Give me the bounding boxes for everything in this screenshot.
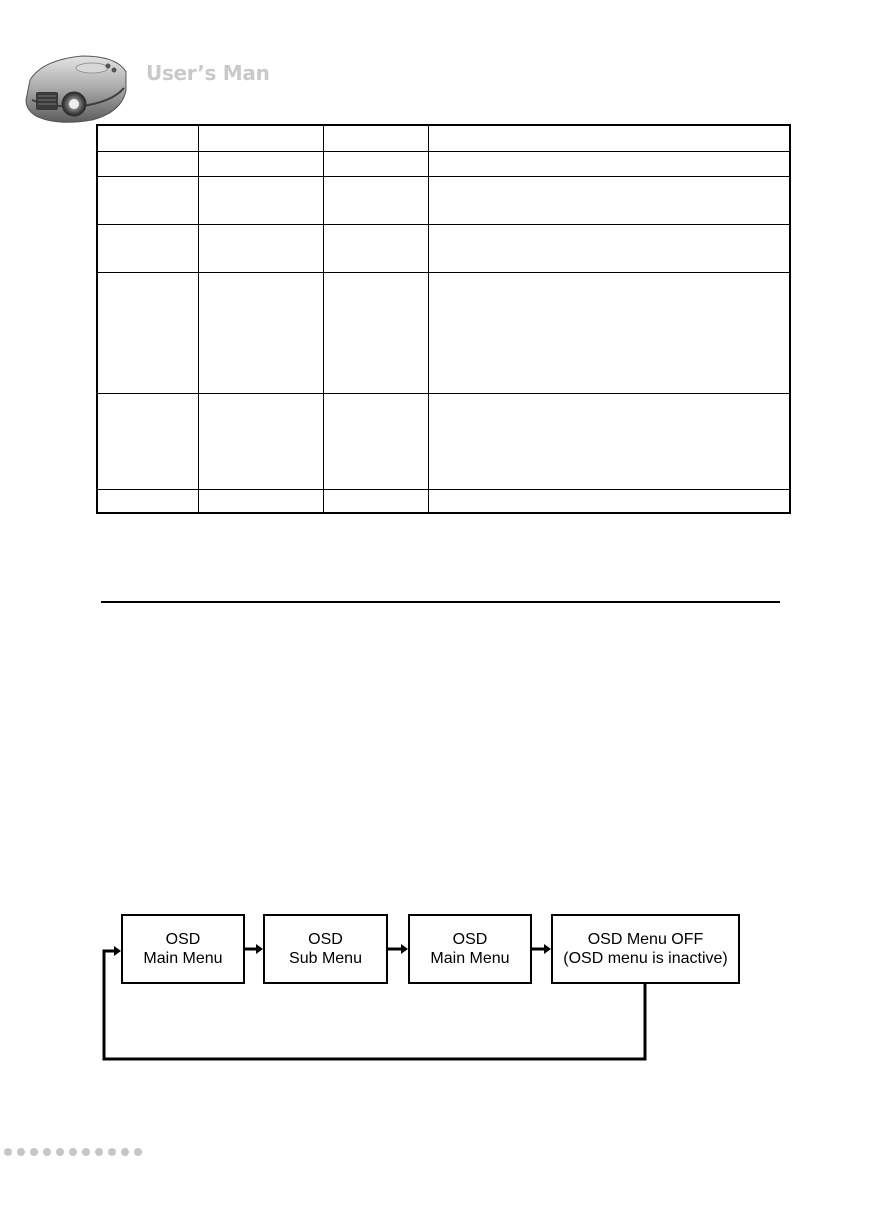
table-row (97, 489, 790, 513)
arrowhead-icon (256, 944, 263, 954)
table-cell (323, 125, 428, 151)
flow-step-line1: OSD (452, 931, 488, 948)
table-cell (323, 272, 428, 393)
table-row (97, 393, 790, 489)
table-cell (323, 151, 428, 176)
table-cell (323, 393, 428, 489)
table-cell (428, 489, 790, 513)
table-cell (97, 393, 198, 489)
table-cell (428, 151, 790, 176)
table-cell (198, 224, 323, 272)
flow-step-line2: Sub Menu (289, 950, 362, 967)
table-cell (198, 176, 323, 224)
flow-step-osd-main-menu-return (408, 914, 532, 984)
header-logo (22, 50, 282, 130)
flow-step-line2: Main Menu (430, 950, 510, 967)
table-cell (428, 393, 790, 489)
table-row (97, 176, 790, 224)
table-cell (198, 393, 323, 489)
footer-dots (4, 1148, 142, 1158)
flow-step-line1: OSD (165, 931, 201, 948)
footer-dot-icon (30, 1148, 38, 1156)
footer-dot-icon (4, 1148, 12, 1156)
table-cell (97, 176, 198, 224)
table-cell (428, 125, 790, 151)
footer-dot-icon (121, 1148, 129, 1156)
table-cell (198, 151, 323, 176)
table-cell (323, 489, 428, 513)
projector-icon (22, 50, 132, 130)
table-cell (198, 489, 323, 513)
table-row (97, 272, 790, 393)
arrowhead-icon (401, 944, 408, 954)
table-cell (97, 489, 198, 513)
table-cell (198, 125, 323, 151)
footer-dot-icon (56, 1148, 64, 1156)
table-row (97, 224, 790, 272)
table-cell (428, 224, 790, 272)
footer-dot-icon (69, 1148, 77, 1156)
flow-step-osd-main-menu (121, 914, 245, 984)
flow-step-line1: OSD Menu OFF (587, 931, 704, 948)
table-cell (97, 224, 198, 272)
footer-dot-icon (43, 1148, 51, 1156)
arrowhead-icon (544, 944, 551, 954)
table-row (97, 125, 790, 151)
table-cell (428, 176, 790, 224)
footer-dot-icon (95, 1148, 103, 1156)
flow-step-osd-sub-menu (263, 914, 388, 984)
table-row (97, 151, 790, 176)
table-cell (97, 151, 198, 176)
flow-step-line2: Main Menu (143, 950, 223, 967)
table-cell (428, 272, 790, 393)
flow-step-line2: (OSD menu is inactive) (563, 950, 728, 967)
manual-title: User’s Man (146, 61, 270, 85)
table-cell (97, 272, 198, 393)
footer-dot-icon (134, 1148, 142, 1156)
table-cell (97, 125, 198, 151)
section-divider (101, 601, 780, 603)
flow-step-line1: OSD (308, 931, 343, 948)
footer-dot-icon (82, 1148, 90, 1156)
arrowhead-icon (114, 946, 121, 956)
spec-table (96, 124, 791, 514)
footer-dot-icon (108, 1148, 116, 1156)
footer-dot-icon (17, 1148, 25, 1156)
flow-step-osd-menu-off (551, 914, 740, 984)
table-cell (323, 176, 428, 224)
table-cell (198, 272, 323, 393)
table-cell (323, 224, 428, 272)
